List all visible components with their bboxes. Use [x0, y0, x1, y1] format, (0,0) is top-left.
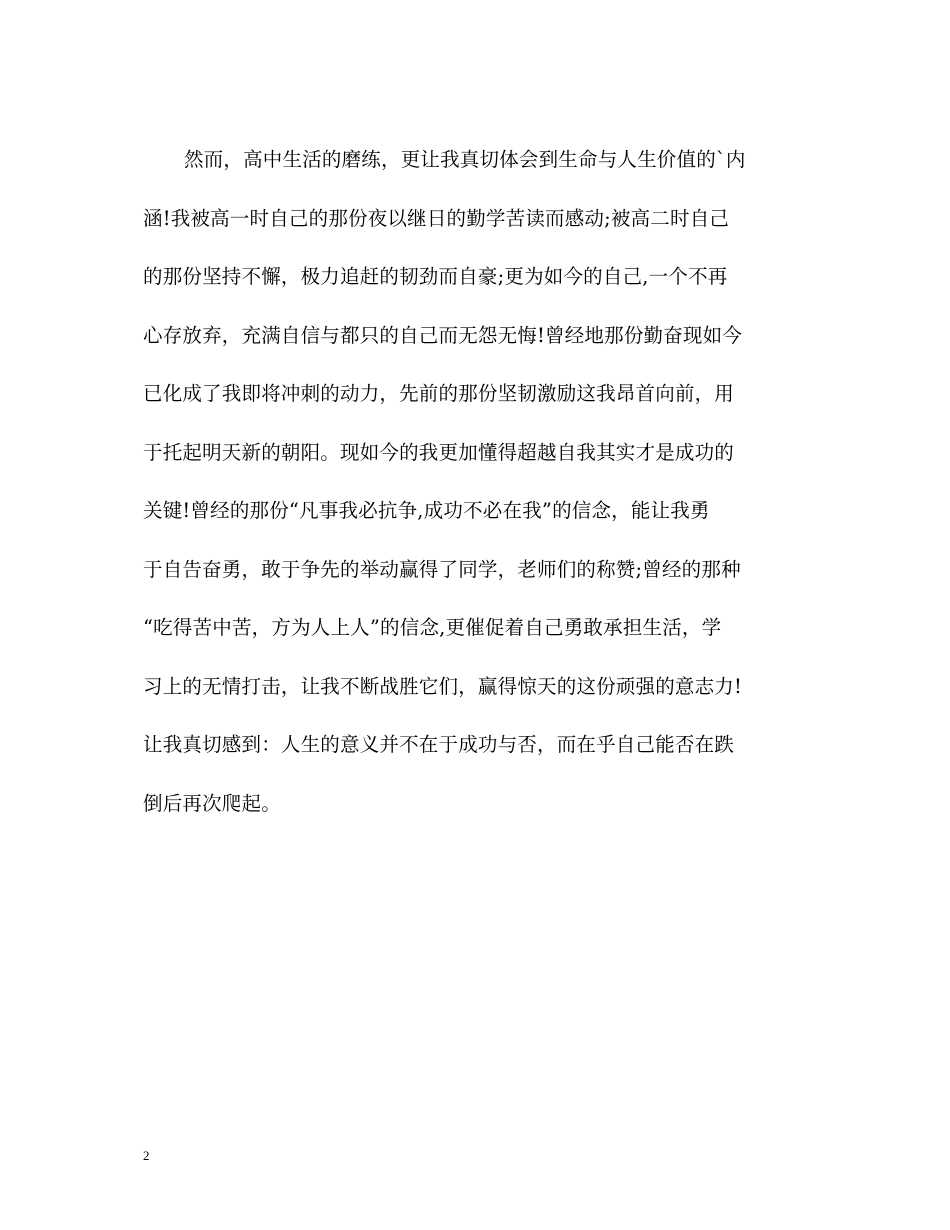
paragraph-line: 关键!曾经的那份“凡事我必抗争,成功不必在我”的信念，能让我勇 — [143, 499, 710, 522]
body-paragraph — [143, 138, 813, 840]
paragraph-line: 让我真切感到：人生的意义并不在于成功与否，而在乎自己能否在跌 — [143, 733, 735, 756]
paragraph-line: 倒后再次爬起。 — [143, 791, 281, 815]
paragraph-line: 于托起明天新的朝阳。现如今的我更加懂得超越自我其实才是成功的 — [143, 440, 735, 464]
paragraph-line: 涵!我被高一时自己的那份夜以继日的勤学苦读而感动;被高二时自己 — [143, 206, 730, 230]
paragraph-line: 心存放弃，充满自信与都只的自己而无怨无悔!曾经地那份勤奋现如今 — [143, 323, 743, 347]
paragraph-line: 然而，高中生活的磨练，更让我真切体会到生命与人生价值的`内 — [184, 148, 746, 171]
page-number: 2 — [143, 1148, 150, 1163]
paragraph-line: “吃得苦中苦，方为人上人”的信念,更催促着自己勇敢承担生活，学 — [143, 616, 722, 639]
paragraph-line: 于自告奋勇，敢于争先的举动赢得了同学，老师们的称赞;曾经的那种 — [143, 557, 741, 581]
paragraph-line: 的那份坚持不懈，极力追赶的韧劲而自豪;更为如今的自己,一个不再 — [143, 265, 728, 288]
paragraph-line: 习上的无情打击，让我不断战胜它们，赢得惊天的这份顽强的意志力! — [143, 674, 743, 698]
paragraph-line: 已化成了我即将冲刺的动力，先前的那份坚韧激励这我昂首向前，用 — [143, 382, 735, 405]
